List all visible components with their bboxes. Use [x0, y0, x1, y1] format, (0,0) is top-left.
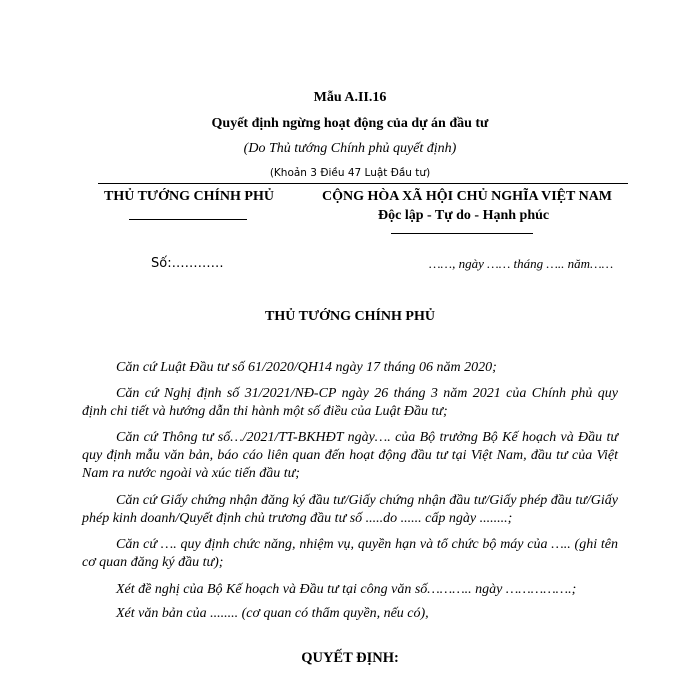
form-title: Quyết định ngừng hoạt động của dự án đầu tư — [211, 116, 489, 131]
legal-basis-paragraph: Căn cứ …. quy định chức năng, nhiệm vụ, quyền hạn và tổ chức bộ máy của ….. (ghi tên cơ quan đăng ký đầu tư); — [82, 537, 618, 570]
document-date: ……, ngày …… tháng ….. năm…… — [429, 256, 614, 271]
consideration-paragraph: Xét văn bản của ........ (cơ quan có thẩm quyền, nếu có), — [116, 606, 429, 621]
organization-underline — [129, 219, 247, 220]
form-legal-reference: (Khoản 3 Điều 47 Luật Đầu tư) — [269, 167, 431, 179]
legal-basis-paragraph: Căn cứ Nghị định số 31/2021/NĐ-CP ngày 26 tháng 3 năm 2021 của Chính phủ quy định chi tiết và hướng dẫn thi hành một số điều của Luật Đầu tư; — [82, 386, 618, 419]
motto-underline — [391, 233, 533, 234]
header-divider — [98, 183, 628, 184]
consideration-paragraph: Xét đề nghị của Bộ Kế hoạch và Đầu tư tại công văn số……….. ngày …………….; — [116, 582, 577, 597]
legal-basis-paragraph: Căn cứ Luật Đầu tư số 61/2020/QH14 ngày 17 tháng 06 năm 2020; — [116, 360, 497, 375]
form-code: Mẫu A.II.16 — [313, 90, 387, 105]
national-motto: Độc lập - Tự do - Hạnh phúc — [378, 208, 550, 223]
authority-heading: THỦ TƯỚNG CHÍNH PHỦ — [265, 309, 435, 324]
decision-heading: QUYẾT ĐỊNH: — [301, 650, 399, 666]
legal-basis-paragraph: Căn cứ Giấy chứng nhận đăng ký đầu tư/Giấy chứng nhận đầu tư/Giấy phép đầu tư/Giấy phép kinh doanh/Quyết định chủ trương đầu tư số .....do ...... cấp ngày ........; — [82, 493, 618, 526]
issuing-organization: THỦ TƯỚNG CHÍNH PHỦ — [104, 189, 274, 204]
country-name: CỘNG HÒA XÃ HỘI CHỦ NGHĨA VIỆT NAM — [322, 189, 613, 204]
document-number: Số:………… — [151, 256, 224, 271]
form-note: (Do Thủ tướng Chính phủ quyết định) — [243, 141, 457, 156]
legal-basis-paragraph: Căn cứ Thông tư số…/2021/TT-BKHĐT ngày…. của Bộ trưởng Bộ Kế hoạch và Đầu tư quy định mẫu văn bản, báo cáo liên quan đến hoạt động đầu tư tại Việt Nam, đầu tư của Việt Nam ra nước ngoài và xúc tiến đầu tư; — [82, 430, 618, 481]
